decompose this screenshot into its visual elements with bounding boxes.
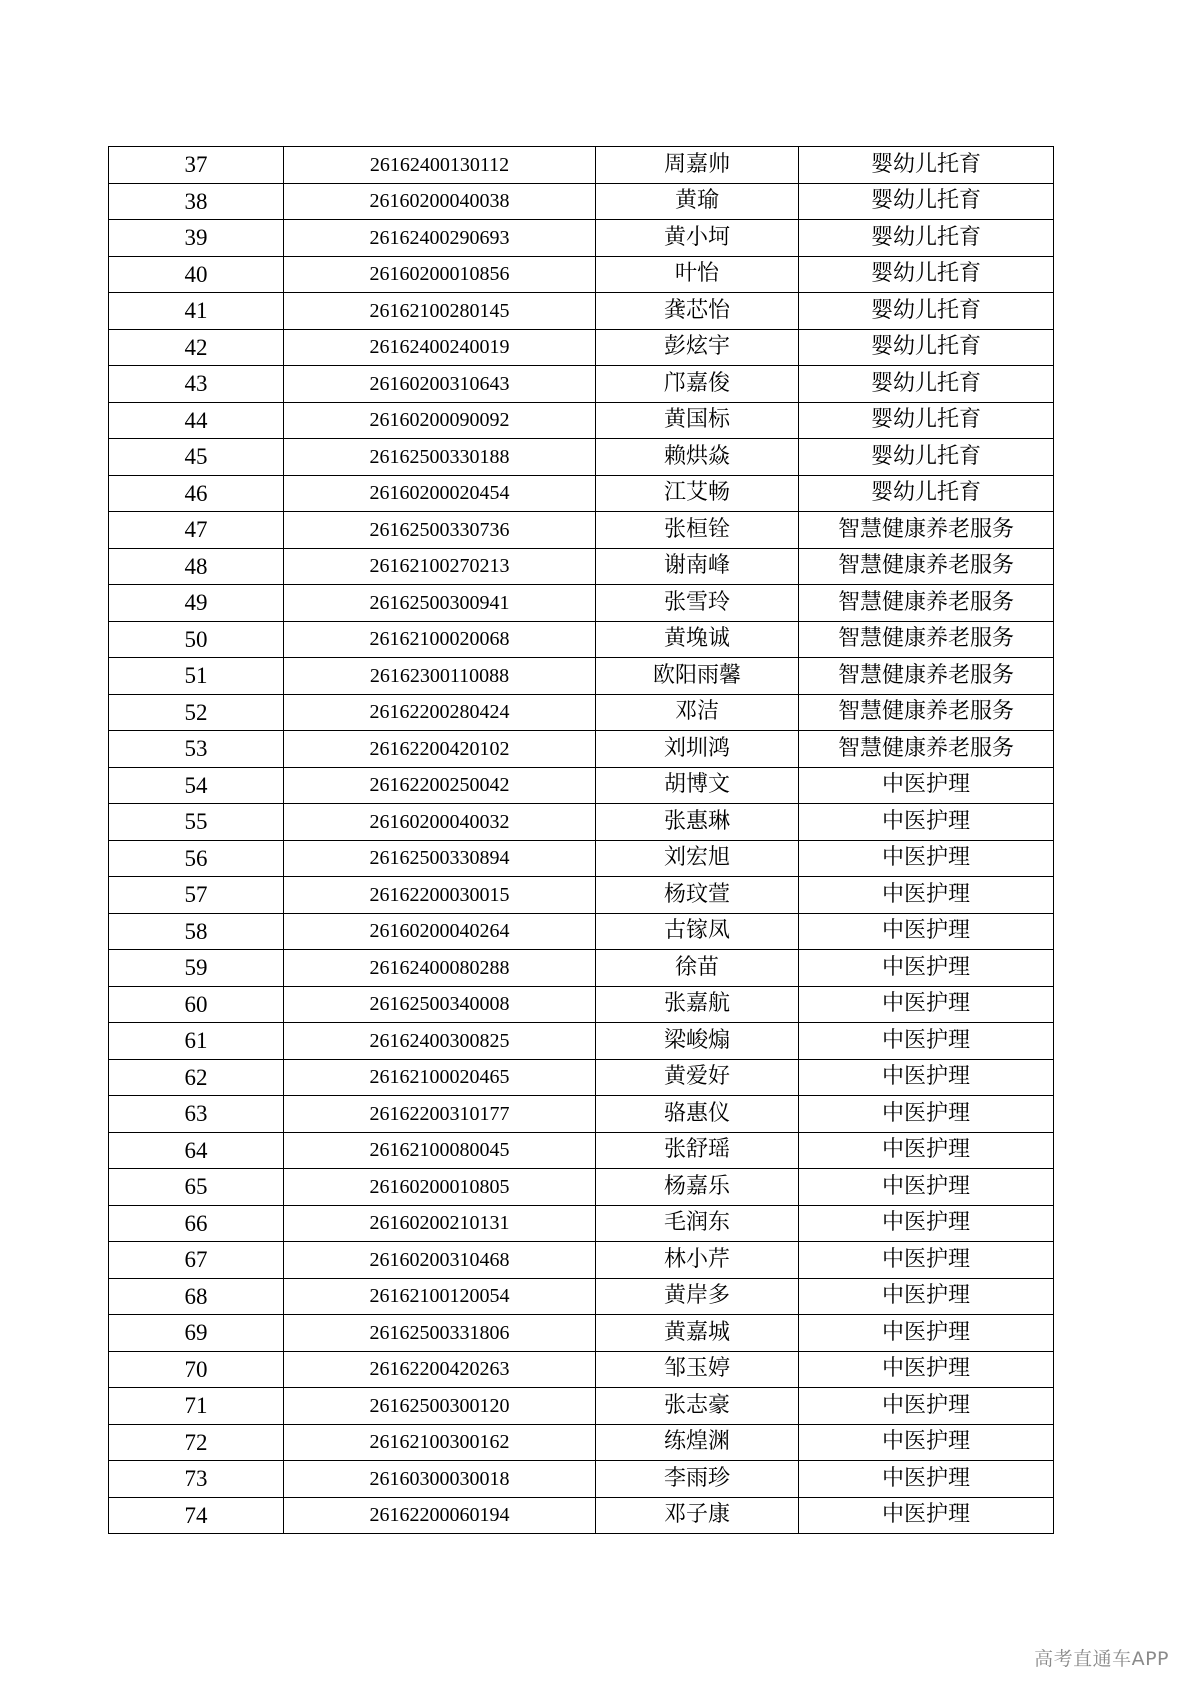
row-index-cell: 69	[109, 1315, 284, 1352]
major-cell: 婴幼儿托育	[799, 147, 1054, 184]
table-row	[109, 183, 1054, 220]
row-index-cell: 56	[109, 840, 284, 877]
exam-number-cell: 26162500340008	[284, 986, 596, 1023]
major-cell: 中医护理	[799, 1242, 1054, 1279]
student-name-cell: 梁峻煽	[596, 1023, 799, 1060]
table-row	[109, 1205, 1054, 1242]
table-row	[109, 439, 1054, 476]
exam-number-cell: 26160300030018	[284, 1461, 596, 1498]
exam-number-cell: 26162400300825	[284, 1023, 596, 1060]
table-row	[109, 1497, 1054, 1534]
exam-number-cell: 26162200250042	[284, 767, 596, 804]
exam-number-cell: 26162200280424	[284, 694, 596, 731]
row-index-cell: 74	[109, 1497, 284, 1534]
table-row	[109, 804, 1054, 841]
exam-number-cell: 26162200030015	[284, 877, 596, 914]
row-index-cell: 54	[109, 767, 284, 804]
table-row	[109, 840, 1054, 877]
student-name-cell: 张志豪	[596, 1388, 799, 1425]
exam-number-cell: 26162100270213	[284, 548, 596, 585]
student-name-cell: 骆惠仪	[596, 1096, 799, 1133]
major-cell: 中医护理	[799, 1278, 1054, 1315]
exam-number-cell: 26162200060194	[284, 1497, 596, 1534]
student-name-cell: 欧阳雨馨	[596, 658, 799, 695]
row-index-cell: 55	[109, 804, 284, 841]
major-cell: 中医护理	[799, 1059, 1054, 1096]
table-row	[109, 731, 1054, 768]
exam-number-cell: 26162100020068	[284, 621, 596, 658]
exam-number-cell: 26162200310177	[284, 1096, 596, 1133]
major-cell: 中医护理	[799, 1351, 1054, 1388]
student-name-cell: 徐苗	[596, 950, 799, 987]
exam-number-cell: 26160200040264	[284, 913, 596, 950]
exam-number-cell: 26160200010856	[284, 256, 596, 293]
exam-number-cell: 26160200090092	[284, 402, 596, 439]
major-cell: 中医护理	[799, 1132, 1054, 1169]
table-row	[109, 694, 1054, 731]
major-cell: 中医护理	[799, 1461, 1054, 1498]
row-index-cell: 63	[109, 1096, 284, 1133]
exam-number-cell: 26162400240019	[284, 329, 596, 366]
exam-number-cell: 26162400080288	[284, 950, 596, 987]
row-index-cell: 40	[109, 256, 284, 293]
row-index-cell: 73	[109, 1461, 284, 1498]
major-cell: 婴幼儿托育	[799, 439, 1054, 476]
exam-number-cell: 26162200420263	[284, 1351, 596, 1388]
major-cell: 婴幼儿托育	[799, 293, 1054, 330]
exam-number-cell: 26162500300941	[284, 585, 596, 622]
exam-number-cell: 26162100280145	[284, 293, 596, 330]
row-index-cell: 51	[109, 658, 284, 695]
student-name-cell: 江艾畅	[596, 475, 799, 512]
row-index-cell: 50	[109, 621, 284, 658]
major-cell: 中医护理	[799, 1388, 1054, 1425]
table-row	[109, 329, 1054, 366]
row-index-cell: 60	[109, 986, 284, 1023]
student-name-cell: 谢南峰	[596, 548, 799, 585]
major-cell: 智慧健康养老服务	[799, 694, 1054, 731]
major-cell: 智慧健康养老服务	[799, 512, 1054, 549]
row-index-cell: 47	[109, 512, 284, 549]
student-name-cell: 邓子康	[596, 1497, 799, 1534]
student-name-cell: 张桓铨	[596, 512, 799, 549]
student-name-cell: 黄堍诚	[596, 621, 799, 658]
row-index-cell: 58	[109, 913, 284, 950]
exam-number-cell: 26162100300162	[284, 1424, 596, 1461]
table-row	[109, 1132, 1054, 1169]
major-cell: 中医护理	[799, 1315, 1054, 1352]
student-name-cell: 张雪玲	[596, 585, 799, 622]
table-row	[109, 913, 1054, 950]
table-row	[109, 1351, 1054, 1388]
table-row	[109, 1023, 1054, 1060]
student-name-cell: 黄小坷	[596, 220, 799, 257]
student-name-cell: 杨玟萱	[596, 877, 799, 914]
student-name-cell: 张嘉航	[596, 986, 799, 1023]
student-name-cell: 邓洁	[596, 694, 799, 731]
major-cell: 婴幼儿托育	[799, 329, 1054, 366]
student-name-cell: 赖烘焱	[596, 439, 799, 476]
row-index-cell: 61	[109, 1023, 284, 1060]
row-index-cell: 65	[109, 1169, 284, 1206]
student-name-cell: 黄国标	[596, 402, 799, 439]
major-cell: 婴幼儿托育	[799, 475, 1054, 512]
student-name-cell: 李雨珍	[596, 1461, 799, 1498]
table-row	[109, 1242, 1054, 1279]
major-cell: 智慧健康养老服务	[799, 548, 1054, 585]
row-index-cell: 52	[109, 694, 284, 731]
major-cell: 中医护理	[799, 1205, 1054, 1242]
table-row	[109, 950, 1054, 987]
table-row	[109, 1096, 1054, 1133]
student-name-cell: 叶怡	[596, 256, 799, 293]
exam-number-cell: 26162200420102	[284, 731, 596, 768]
major-cell: 智慧健康养老服务	[799, 731, 1054, 768]
student-name-cell: 刘圳鸿	[596, 731, 799, 768]
exam-number-cell: 26162100120054	[284, 1278, 596, 1315]
student-name-cell: 黄嘉城	[596, 1315, 799, 1352]
table-row	[109, 986, 1054, 1023]
major-cell: 中医护理	[799, 1424, 1054, 1461]
row-index-cell: 62	[109, 1059, 284, 1096]
row-index-cell: 49	[109, 585, 284, 622]
major-cell: 中医护理	[799, 1023, 1054, 1060]
row-index-cell: 48	[109, 548, 284, 585]
row-index-cell: 66	[109, 1205, 284, 1242]
exam-number-cell: 26162500331806	[284, 1315, 596, 1352]
exam-number-cell: 26160200310468	[284, 1242, 596, 1279]
row-index-cell: 42	[109, 329, 284, 366]
table-row	[109, 1169, 1054, 1206]
table-row	[109, 1059, 1054, 1096]
table-row	[109, 767, 1054, 804]
exam-number-cell: 26160200040038	[284, 183, 596, 220]
table-row	[109, 220, 1054, 257]
exam-number-cell: 26162400130112	[284, 147, 596, 184]
major-cell: 中医护理	[799, 840, 1054, 877]
exam-number-cell: 26160200310643	[284, 366, 596, 403]
major-cell: 中医护理	[799, 950, 1054, 987]
exam-number-cell: 26160200040032	[284, 804, 596, 841]
row-index-cell: 70	[109, 1351, 284, 1388]
watermark: 高考直通车APP	[1034, 1648, 1169, 1670]
exam-number-cell: 26162100020465	[284, 1059, 596, 1096]
student-name-cell: 周嘉帅	[596, 147, 799, 184]
table-row	[109, 293, 1054, 330]
student-name-cell: 黄爱好	[596, 1059, 799, 1096]
major-cell: 智慧健康养老服务	[799, 621, 1054, 658]
table-row	[109, 256, 1054, 293]
row-index-cell: 53	[109, 731, 284, 768]
student-name-cell: 林小芹	[596, 1242, 799, 1279]
exam-number-cell: 26160200010805	[284, 1169, 596, 1206]
row-index-cell: 38	[109, 183, 284, 220]
exam-number-cell: 26162500330736	[284, 512, 596, 549]
table-row	[109, 1461, 1054, 1498]
exam-number-cell: 26160200020454	[284, 475, 596, 512]
major-cell: 中医护理	[799, 804, 1054, 841]
row-index-cell: 64	[109, 1132, 284, 1169]
row-index-cell: 72	[109, 1424, 284, 1461]
student-name-cell: 胡博文	[596, 767, 799, 804]
student-name-cell: 彭炫宇	[596, 329, 799, 366]
student-name-cell: 杨嘉乐	[596, 1169, 799, 1206]
student-name-cell: 邝嘉俊	[596, 366, 799, 403]
major-cell: 婴幼儿托育	[799, 402, 1054, 439]
major-cell: 智慧健康养老服务	[799, 585, 1054, 622]
table-row	[109, 1278, 1054, 1315]
student-name-cell: 毛润东	[596, 1205, 799, 1242]
table-row	[109, 1424, 1054, 1461]
row-index-cell: 44	[109, 402, 284, 439]
table-row	[109, 548, 1054, 585]
student-name-cell: 龚芯怡	[596, 293, 799, 330]
row-index-cell: 45	[109, 439, 284, 476]
row-index-cell: 39	[109, 220, 284, 257]
results-table-body	[109, 147, 1054, 1534]
exam-number-cell: 26162500330894	[284, 840, 596, 877]
table-row	[109, 621, 1054, 658]
row-index-cell: 68	[109, 1278, 284, 1315]
exam-number-cell: 26162100080045	[284, 1132, 596, 1169]
table-row	[109, 366, 1054, 403]
row-index-cell: 59	[109, 950, 284, 987]
exam-number-cell: 26162300110088	[284, 658, 596, 695]
row-index-cell: 46	[109, 475, 284, 512]
student-name-cell: 邹玉婷	[596, 1351, 799, 1388]
student-name-cell: 刘宏旭	[596, 840, 799, 877]
major-cell: 中医护理	[799, 767, 1054, 804]
table-row	[109, 1388, 1054, 1425]
major-cell: 中医护理	[799, 877, 1054, 914]
major-cell: 中医护理	[799, 986, 1054, 1023]
major-cell: 中医护理	[799, 1497, 1054, 1534]
table-row	[109, 512, 1054, 549]
exam-number-cell: 26162500300120	[284, 1388, 596, 1425]
table-row	[109, 402, 1054, 439]
major-cell: 中医护理	[799, 1169, 1054, 1206]
row-index-cell: 41	[109, 293, 284, 330]
exam-number-cell: 26162400290693	[284, 220, 596, 257]
major-cell: 婴幼儿托育	[799, 256, 1054, 293]
major-cell: 中医护理	[799, 913, 1054, 950]
row-index-cell: 37	[109, 147, 284, 184]
major-cell: 婴幼儿托育	[799, 183, 1054, 220]
row-index-cell: 67	[109, 1242, 284, 1279]
major-cell: 智慧健康养老服务	[799, 658, 1054, 695]
student-name-cell: 黄岸多	[596, 1278, 799, 1315]
student-name-cell: 张舒瑶	[596, 1132, 799, 1169]
student-name-cell: 古镓凤	[596, 913, 799, 950]
major-cell: 婴幼儿托育	[799, 366, 1054, 403]
major-cell: 婴幼儿托育	[799, 220, 1054, 257]
row-index-cell: 43	[109, 366, 284, 403]
major-cell: 中医护理	[799, 1096, 1054, 1133]
table-row	[109, 475, 1054, 512]
exam-number-cell: 26160200210131	[284, 1205, 596, 1242]
student-name-cell: 练煌渊	[596, 1424, 799, 1461]
table-row	[109, 1315, 1054, 1352]
row-index-cell: 71	[109, 1388, 284, 1425]
row-index-cell: 57	[109, 877, 284, 914]
table-row	[109, 877, 1054, 914]
table-row	[109, 147, 1054, 184]
student-name-cell: 张惠琳	[596, 804, 799, 841]
results-table	[108, 146, 1054, 1534]
exam-number-cell: 26162500330188	[284, 439, 596, 476]
table-row	[109, 585, 1054, 622]
student-name-cell: 黄瑜	[596, 183, 799, 220]
table-row	[109, 658, 1054, 695]
